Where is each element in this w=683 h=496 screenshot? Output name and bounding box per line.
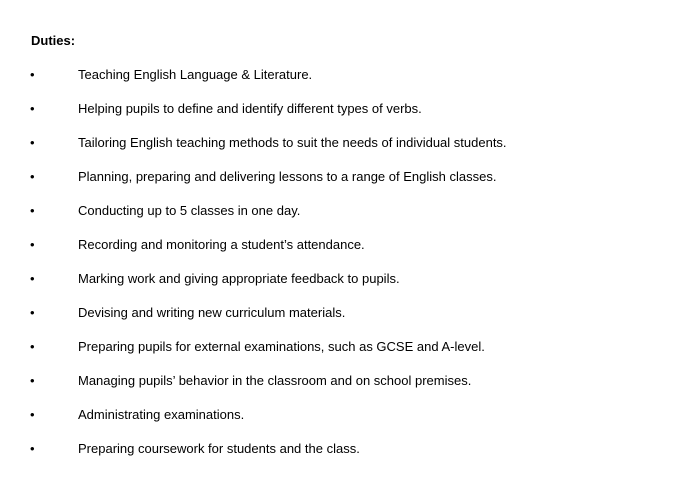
duties-heading: Duties: bbox=[31, 33, 76, 48]
list-item bbox=[0, 135, 683, 169]
duties-list bbox=[0, 67, 683, 475]
bullet-icon: • bbox=[30, 407, 35, 422]
list-item bbox=[0, 305, 683, 339]
list-item bbox=[0, 101, 683, 135]
duty-text: Marking work and giving appropriate feedback to pupils. bbox=[78, 271, 400, 286]
bullet-icon: • bbox=[30, 339, 35, 354]
duty-text: Planning, preparing and delivering lessons to a range of English classes. bbox=[78, 169, 497, 184]
bullet-icon: • bbox=[30, 441, 35, 456]
bullet-icon: • bbox=[30, 101, 35, 116]
list-item bbox=[0, 373, 683, 407]
duty-text: Managing pupils’ behavior in the classroom and on school premises. bbox=[78, 373, 472, 388]
list-item bbox=[0, 67, 683, 101]
bullet-icon: • bbox=[30, 67, 35, 82]
list-item bbox=[0, 407, 683, 441]
list-item bbox=[0, 169, 683, 203]
list-item bbox=[0, 237, 683, 271]
duty-text: Recording and monitoring a student’s attendance. bbox=[78, 237, 365, 252]
bullet-icon: • bbox=[30, 237, 35, 252]
duty-text: Preparing pupils for external examinations, such as GCSE and A-level. bbox=[78, 339, 485, 354]
duty-text: Preparing coursework for students and the class. bbox=[78, 441, 360, 456]
bullet-icon: • bbox=[30, 271, 35, 286]
list-item bbox=[0, 339, 683, 373]
duty-text: Administrating examinations. bbox=[78, 407, 245, 422]
list-item bbox=[0, 271, 683, 305]
bullet-icon: • bbox=[30, 135, 35, 150]
duty-text: Teaching English Language & Literature. bbox=[78, 67, 313, 82]
duty-text: Tailoring English teaching methods to suit the needs of individual students. bbox=[78, 135, 507, 150]
list-item bbox=[0, 203, 683, 237]
bullet-icon: • bbox=[30, 203, 35, 218]
bullet-icon: • bbox=[30, 305, 35, 320]
list-item bbox=[0, 441, 683, 475]
duty-text: Devising and writing new curriculum materials. bbox=[78, 305, 346, 320]
bullet-icon: • bbox=[30, 373, 35, 388]
duty-text: Conducting up to 5 classes in one day. bbox=[78, 203, 301, 218]
duty-text: Helping pupils to define and identify different types of verbs. bbox=[78, 101, 422, 116]
bullet-icon: • bbox=[30, 169, 35, 184]
